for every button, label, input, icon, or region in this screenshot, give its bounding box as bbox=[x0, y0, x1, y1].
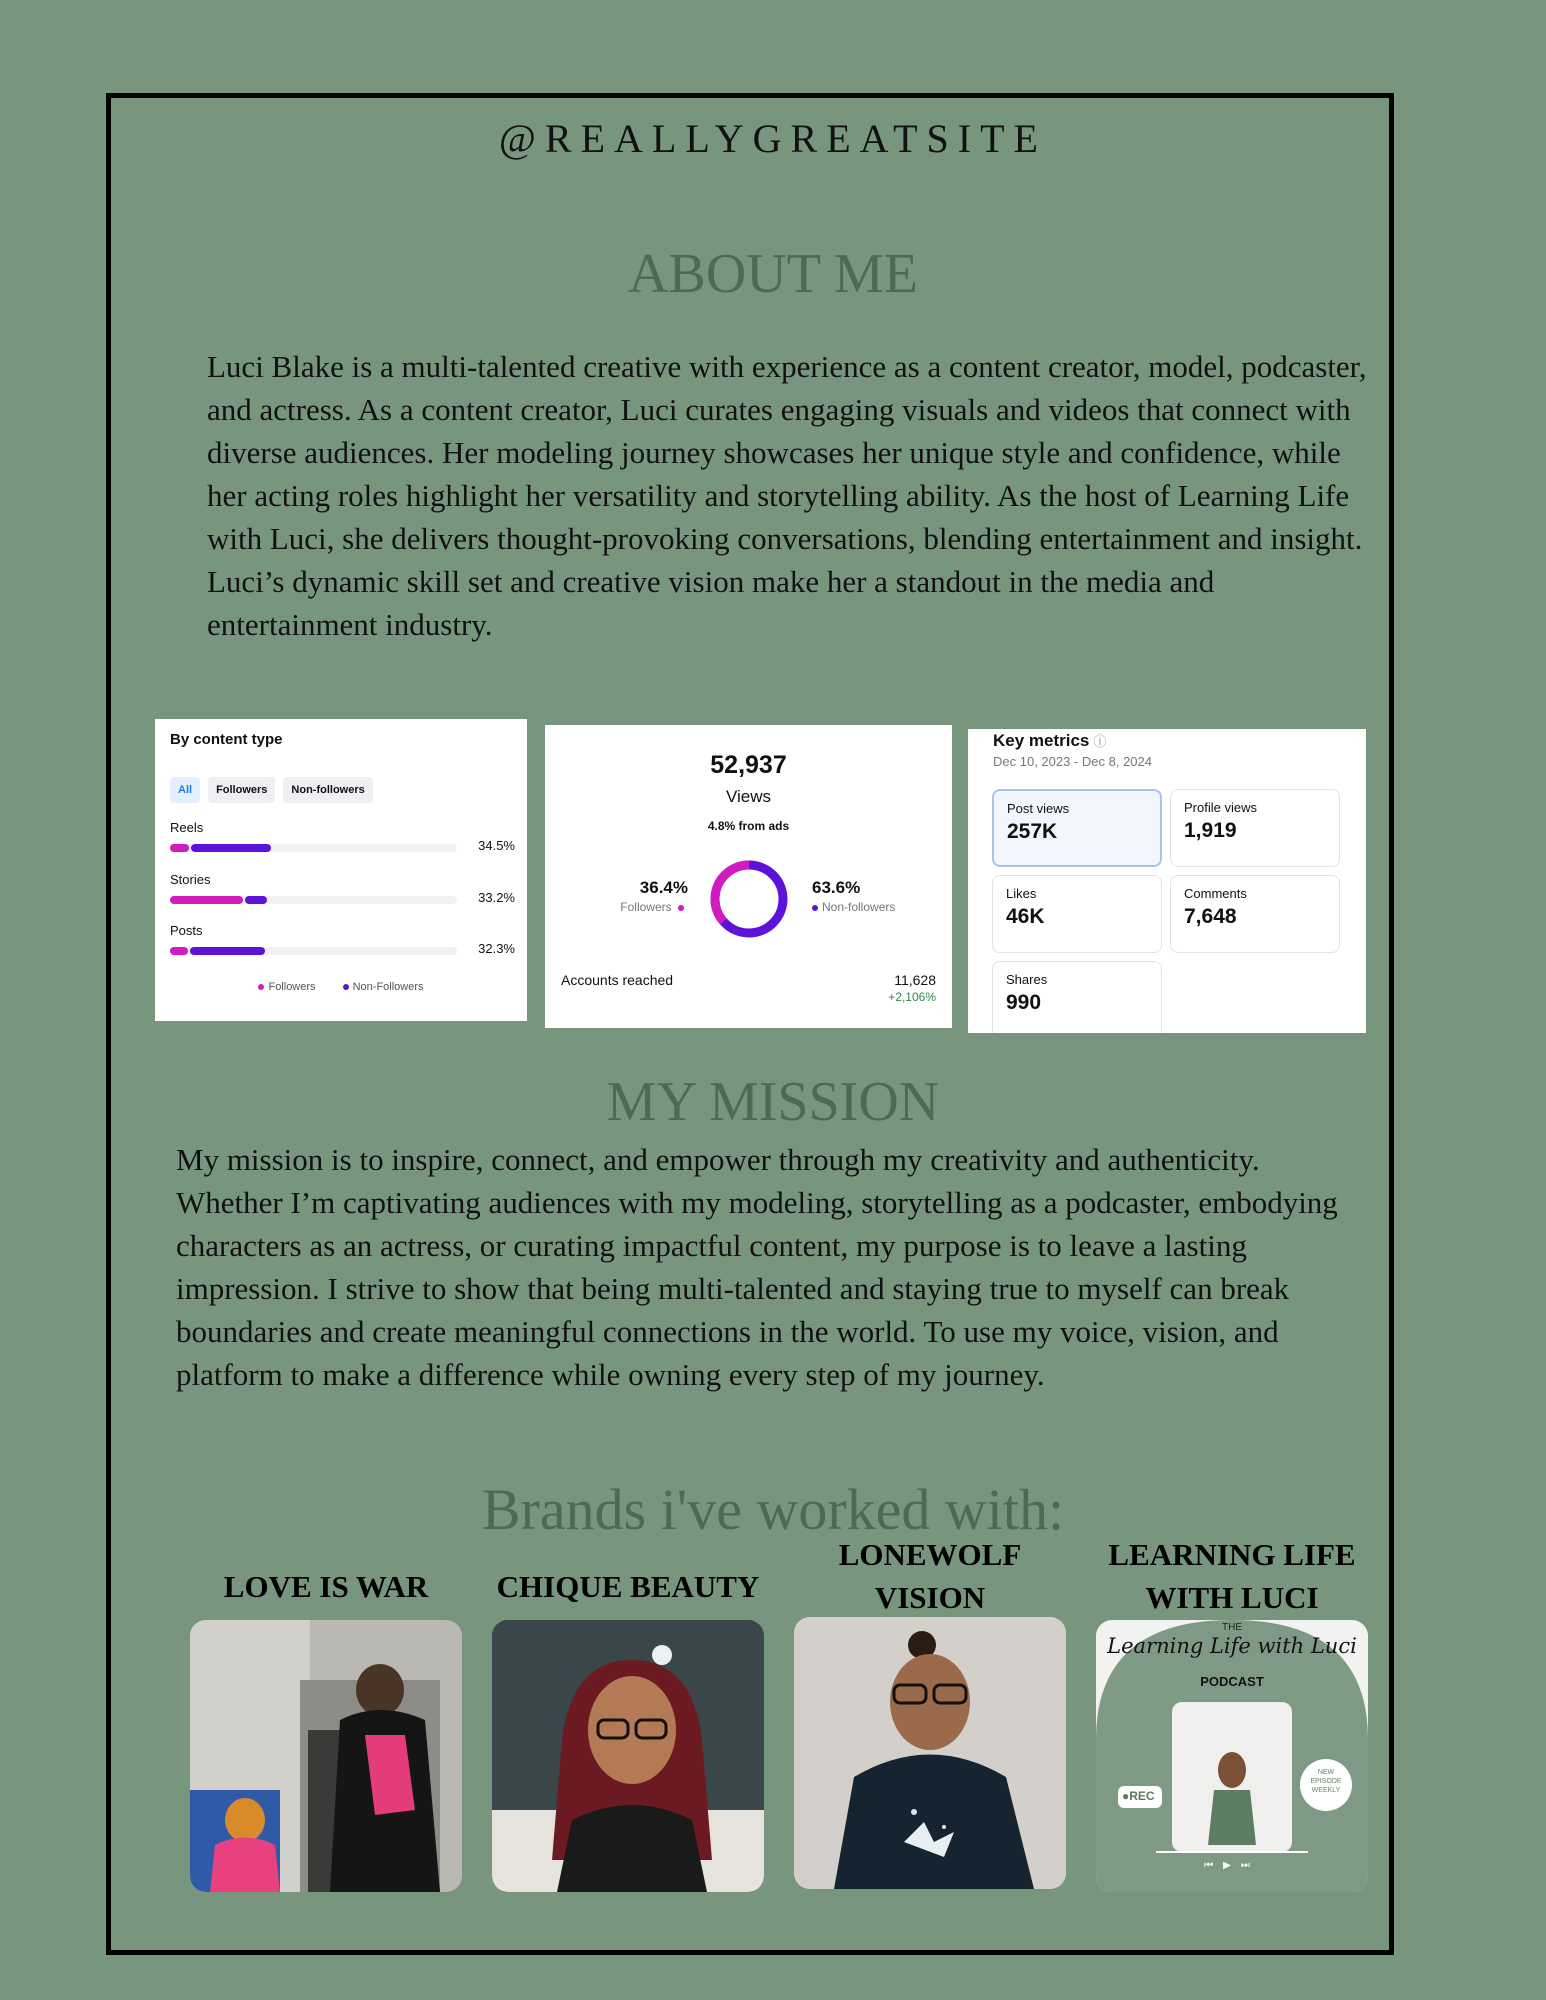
brand-photo-chique-beauty bbox=[492, 1620, 764, 1892]
podcast-rec: ●REC bbox=[1122, 1789, 1155, 1803]
followers-share-label: Followers bbox=[620, 900, 672, 914]
content-type-title: By content type bbox=[170, 731, 283, 748]
podcast-the: THE bbox=[1222, 1622, 1242, 1633]
row-percent: 32.3% bbox=[478, 941, 515, 956]
podcast-subtitle: PODCAST bbox=[1200, 1674, 1264, 1689]
about-text: Luci Blake is a multi-talented creative with experience as a content creator, model, podcaster, and actress. As a content creator, Luci curates engaging visuals and videos that connect with diverse audiences. Her modeling journey showcases her unique style and confidence, while her acting roles highlight her versatility and storytelling ability. As the host of Learning Life with Luci, she delivers thought-provoking conversations, blending entertainment and insight. Luci’s dynamic skill set and creative vision make her a standout in the media and entertainment industry. bbox=[207, 349, 1367, 642]
content-row-stories bbox=[170, 872, 515, 905]
metric-value: 1,919 bbox=[1184, 819, 1237, 842]
brand-photo-love-is-war bbox=[190, 1620, 462, 1892]
play-icon: ▶ bbox=[1223, 1860, 1241, 1871]
brand-name-learning-life: LEARNING LIFE WITH LUCI bbox=[1108, 1537, 1356, 1615]
metric-post-views[interactable] bbox=[992, 789, 1162, 867]
row-bar-track bbox=[170, 896, 457, 904]
key-metrics-title-text: Key metrics bbox=[993, 731, 1090, 750]
street-photo-illustration bbox=[190, 1620, 462, 1892]
metric-value: 7,648 bbox=[1184, 905, 1237, 928]
accounts-reached bbox=[888, 972, 936, 1004]
nonfollowers-dot-icon bbox=[343, 984, 349, 990]
info-circle-icon[interactable]: ⓘ bbox=[1093, 734, 1107, 749]
row-label: Posts bbox=[170, 923, 203, 938]
content-type-legend bbox=[155, 981, 527, 993]
accounts-reached-value: 11,628 bbox=[894, 972, 936, 988]
metric-profile-views[interactable] bbox=[1170, 789, 1340, 867]
mission-title: MY MISSION bbox=[606, 1071, 940, 1133]
accounts-reached-growth: +2,106% bbox=[888, 990, 936, 1004]
metric-value: 257K bbox=[1007, 820, 1058, 843]
metric-value: 46K bbox=[1006, 905, 1045, 928]
followers-bar bbox=[170, 844, 189, 852]
key-metrics-date-range: Dec 10, 2023 - Dec 8, 2024 bbox=[993, 754, 1152, 769]
chip-followers[interactable]: Followers bbox=[208, 777, 275, 803]
followers-dot-icon bbox=[258, 984, 264, 990]
views-card bbox=[545, 725, 952, 1028]
brand-name-love-is-war: LOVE IS WAR bbox=[223, 1569, 429, 1604]
row-percent: 33.2% bbox=[478, 890, 515, 905]
nonfollowers-bar bbox=[190, 947, 265, 955]
row-bar-track bbox=[170, 947, 457, 955]
legend-nonfollowers: Non-Followers bbox=[352, 981, 424, 993]
legend-followers: Followers bbox=[268, 981, 316, 993]
podcast-title: Learning Life with Luci bbox=[1107, 1634, 1357, 1658]
metric-value: 990 bbox=[1006, 991, 1042, 1014]
nonfollowers-bar bbox=[245, 896, 267, 904]
brand-photo-learning-life-podcast bbox=[1096, 1620, 1368, 1892]
metric-likes[interactable] bbox=[992, 875, 1162, 953]
row-label: Stories bbox=[170, 872, 211, 887]
nonfollowers-bar bbox=[191, 844, 271, 852]
key-metrics-title bbox=[993, 731, 1106, 751]
row-label: Reels bbox=[170, 820, 204, 835]
brand-name-chique-beauty: CHIQUE BEAUTY bbox=[496, 1569, 760, 1604]
followers-dot-icon bbox=[678, 905, 684, 911]
views-label: Views bbox=[725, 787, 772, 806]
brand-name-lonewolf-vision: LONEWOLF VISION bbox=[838, 1537, 1022, 1615]
metric-label: Post views bbox=[1007, 801, 1070, 816]
about-title: ABOUT ME bbox=[628, 243, 918, 305]
row-percent: 34.5% bbox=[478, 838, 515, 853]
content-type-filters bbox=[170, 777, 373, 803]
content-row-reels bbox=[170, 820, 515, 853]
hoodie-photo-illustration bbox=[794, 1617, 1066, 1889]
metric-comments[interactable] bbox=[1170, 875, 1340, 953]
metric-label: Likes bbox=[1006, 886, 1037, 901]
followers-bar bbox=[170, 896, 243, 904]
followers-percent: 36.4% bbox=[639, 878, 688, 897]
podcast-art-background bbox=[1096, 1620, 1368, 1892]
metric-shares[interactable] bbox=[992, 961, 1162, 1033]
followers-bar bbox=[170, 947, 188, 955]
metric-label: Profile views bbox=[1184, 800, 1257, 815]
podcast-player-controls bbox=[1096, 1860, 1368, 1871]
metric-label: Shares bbox=[1006, 972, 1048, 987]
followers-share bbox=[620, 878, 688, 914]
chip-non-followers[interactable]: Non-followers bbox=[283, 777, 372, 803]
content-type-card bbox=[155, 719, 527, 1021]
nonfollowers-share bbox=[812, 878, 895, 914]
content-row-posts bbox=[170, 923, 515, 956]
mission-text: My mission is to inspire, connect, and empower through my creativity and authenticity. Whether I’m captivating audiences with my modeling, storytelling as a podcaster, embodying characters as an actress, or curating impactful content, my purpose is to leave a lasting impression. I strive to show that being multi-talented and staying true to myself can break boundaries and create meaningful connections in the world. To use my voice, vision, and platform to make a difference while owning every step of my journey. bbox=[176, 1142, 1338, 1392]
brands-title: Brands i've worked with: bbox=[481, 1477, 1065, 1542]
nonfollowers-dot-icon bbox=[812, 905, 818, 911]
site-handle: @REALLYGREATSITE bbox=[499, 116, 1047, 161]
views-donut-chart bbox=[708, 858, 790, 940]
row-bar-track bbox=[170, 844, 457, 852]
nonfollowers-share-label: Non-followers bbox=[822, 900, 896, 914]
skip-back-icon: ⏮ bbox=[1204, 1860, 1224, 1871]
portrait-photo-illustration bbox=[492, 1620, 764, 1892]
brand-photo-lonewolf-vision bbox=[794, 1617, 1066, 1889]
metric-label: Comments bbox=[1184, 886, 1247, 901]
podcast-badge: NEW EPISODE WEEKLY bbox=[1310, 1769, 1342, 1794]
views-ads: 4.8% from ads bbox=[707, 819, 790, 833]
key-metrics-card bbox=[968, 729, 1366, 1033]
nonfollowers-percent: 63.6% bbox=[812, 878, 861, 897]
chip-all[interactable]: All bbox=[170, 777, 200, 803]
skip-forward-icon: ⏭ bbox=[1240, 1860, 1260, 1871]
accounts-reached-label: Accounts reached bbox=[561, 972, 674, 988]
views-number: 52,937 bbox=[710, 751, 787, 779]
